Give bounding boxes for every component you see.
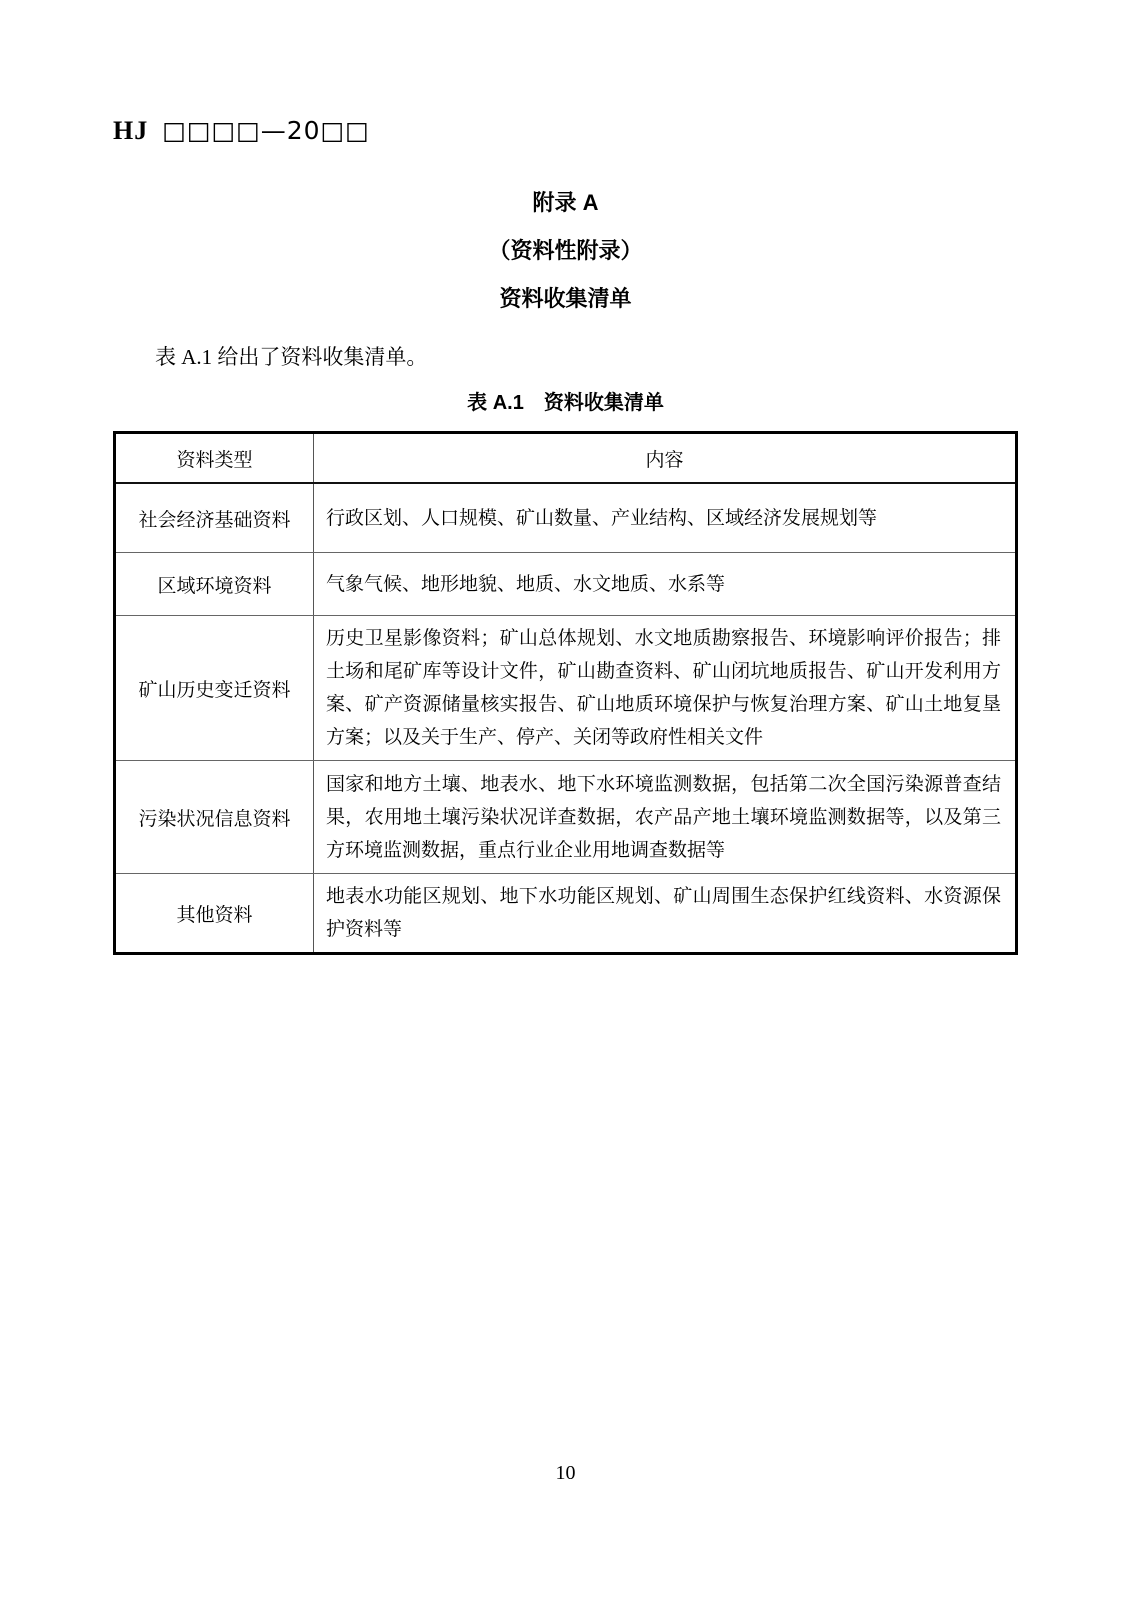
intro-paragraph: 表 A.1 给出了资料收集清单。 [155, 345, 428, 369]
column-header-content: 内容 [314, 433, 1017, 484]
row-content-cell: 地表水功能区规划、地下水功能区规划、矿山周围生态保护红线资料、水资源保护资料等 [314, 874, 1017, 954]
data-collection-table [113, 431, 1018, 955]
appendix-title: 附录 A [532, 190, 599, 215]
page-content [0, 116, 1131, 955]
column-header-type: 资料类型 [115, 433, 314, 484]
standard-code-prefix: HJ [113, 116, 149, 145]
table-row [115, 874, 1017, 954]
row-type-cell: 社会经济基础资料 [115, 483, 314, 553]
table-body [115, 483, 1017, 954]
page-number: 10 [555, 1462, 576, 1484]
row-content-cell: 历史卫星影像资料；矿山总体规划、水文地质勘察报告、环境影响评价报告；排土场和尾矿库等设计文件，矿山勘查资料、矿山闭坑地质报告、矿山开发利用方案、矿产资源储量核实报告、矿山地质环境保护与恢复治理方案、矿山土地复垦方案；以及关于生产、停产、关闭等政府性相关文件 [314, 616, 1017, 761]
row-content-cell: 气象气候、地形地貌、地质、水文地质、水系等 [314, 553, 1017, 616]
table-row [115, 553, 1017, 616]
table-row [115, 761, 1017, 874]
table-caption: 表 A.1 资料收集清单 [467, 392, 664, 414]
row-type-cell: 区域环境资料 [115, 553, 314, 616]
table-header-row [115, 433, 1017, 484]
table-header [115, 433, 1017, 484]
row-content-cell: 国家和地方土壤、地表水、地下水环境监测数据，包括第二次全国污染源普查结果，农用地土壤污染状况详查数据，农产品产地土壤环境监测数据等，以及第三方环境监测数据，重点行业企业用地调查数据等 [314, 761, 1017, 874]
appendix-heading: 资料收集清单 [499, 286, 632, 311]
row-type-cell: 污染状况信息资料 [115, 761, 314, 874]
appendix-subtitle: （资料性附录） [488, 238, 643, 263]
table-row [115, 483, 1017, 553]
standard-code [113, 116, 1018, 146]
table-row [115, 616, 1017, 761]
row-type-cell: 其他资料 [115, 874, 314, 954]
standard-code-placeholders: □□□□—20□□ [162, 116, 370, 145]
row-type-cell: 矿山历史变迁资料 [115, 616, 314, 761]
row-content-cell: 行政区划、人口规模、矿山数量、产业结构、区域经济发展规划等 [314, 483, 1017, 553]
